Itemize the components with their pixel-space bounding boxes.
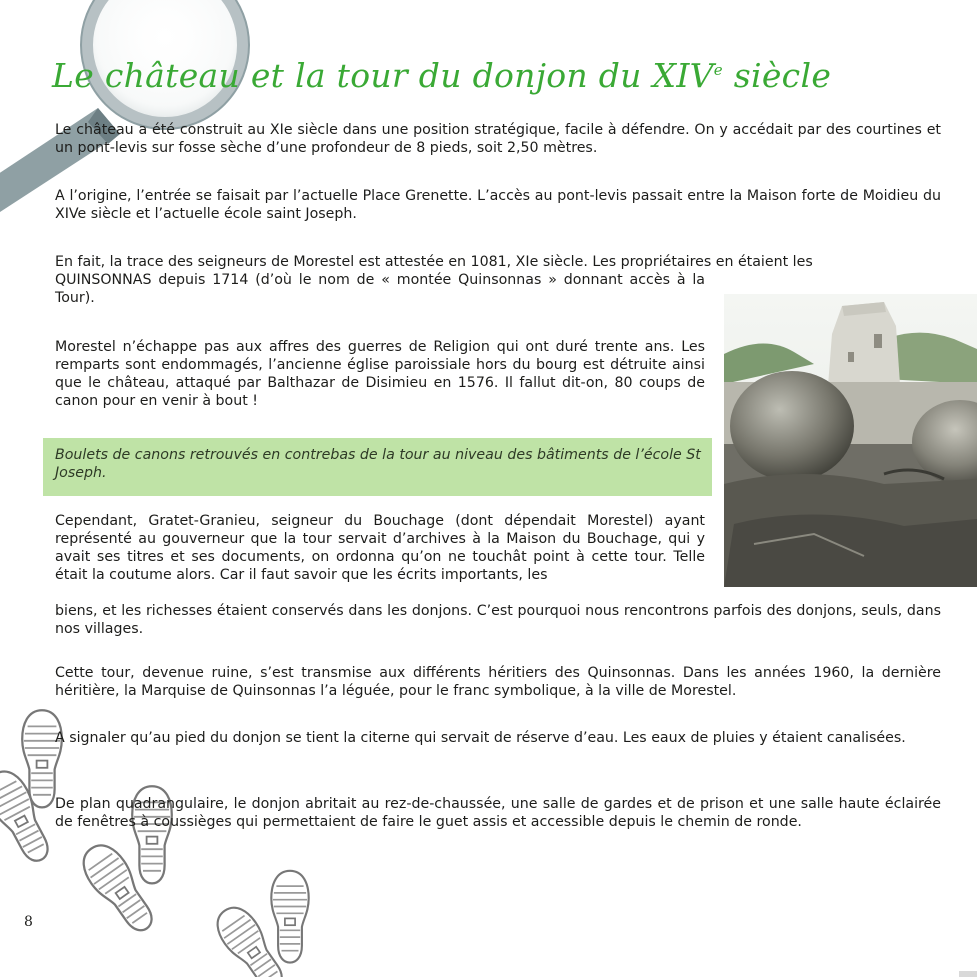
paragraph-lords-line1: En fait, la trace des seigneurs de Morestel est attestée en 1081, XIe siècle. Les propriétaires en étaient les xyxy=(55,254,813,270)
paragraph-archives xyxy=(55,512,705,584)
paragraph-lords-line2: QUINSONNAS depuis 1714 (d’où le nom de « montée Quinsonnas » donnant accès à la Tour). xyxy=(55,272,705,306)
corner-mark xyxy=(959,971,977,977)
paragraph-construction: Le château a été construit au XIe siècle dans une position stratégique, facile à défendre. On y accédait par des courtines et un pont-levis sur fosse sèche d’une profondeur de 8 pieds, soit 2,50 mètres. xyxy=(55,122,941,156)
paragraph-entrance: A l’origine, l’entrée se faisait par l’actuelle Place Grenette. L’accès au pont-levis passait entre la Maison forte de Moidieu du XIVe siècle et l’actuelle école saint Joseph. xyxy=(55,188,941,222)
paragraph-cistern: A signaler qu’au pied du donjon se tient la citerne qui servait de réserve d’eau. Les eaux de pluies y étaient canalisées. xyxy=(55,730,906,746)
paragraph-religion-wars: Morestel n’échappe pas aux affres des guerres de Religion qui ont duré trente ans. Les remparts sont endommagés, l’ancienne église paroissiale hors du bourg est détruite ainsi que le château, attaqué par Balthazar de Disimieu en 1576. Il fallut dit-on, 80 coups de canon pour en venir à bout ! xyxy=(55,339,705,409)
paragraph-archives-continued: biens, et les richesses étaient conservés dans les donjons. C’est pourquoi nous rencontrons parfois des donjons, seuls, dans nos villages. xyxy=(55,603,941,637)
page-number: 8 xyxy=(24,914,33,930)
paragraph-layout: De plan quadrangulaire, le donjon abritait au rez-de-chaussée, une salle de gardes et de prison et une salle haute éclairée de fenêtres à coussièges qui permettaient de faire le guet assis et accessible depuis le chemin de ronde. xyxy=(55,796,941,830)
photo-caption: Boulets de canons retrouvés en contrebas de la tour au niveau des bâtiments de l’école St Joseph. xyxy=(55,447,701,481)
page-title: Le château et la tour du donjon du XIVe siècle xyxy=(52,56,832,95)
paragraph-lords xyxy=(55,253,941,307)
paragraph-inheritance: Cette tour, devenue ruine, s’est transmise aux différents héritiers des Quinsonnas. Dans les années 1960, la dernière héritière, la Marquise de Quinsonnas l’a léguée, pour le franc symbolique, à la ville de Morestel. xyxy=(55,665,941,699)
paragraph-archives-narrow: Cependant, Gratet-Granieu, seigneur du Bouchage (dont dépendait Morestel) ayant représenté au gouverneur que la tour servait d’archives à la Maison du Bouchage, qui y avait ses titres et ses documents, on ordonna qu’on ne touchât point à cette tour. Telle était la coutume alors. Car il faut savoir que les écrits importants, les xyxy=(55,513,705,583)
cannonball-tower-photo xyxy=(724,294,977,587)
